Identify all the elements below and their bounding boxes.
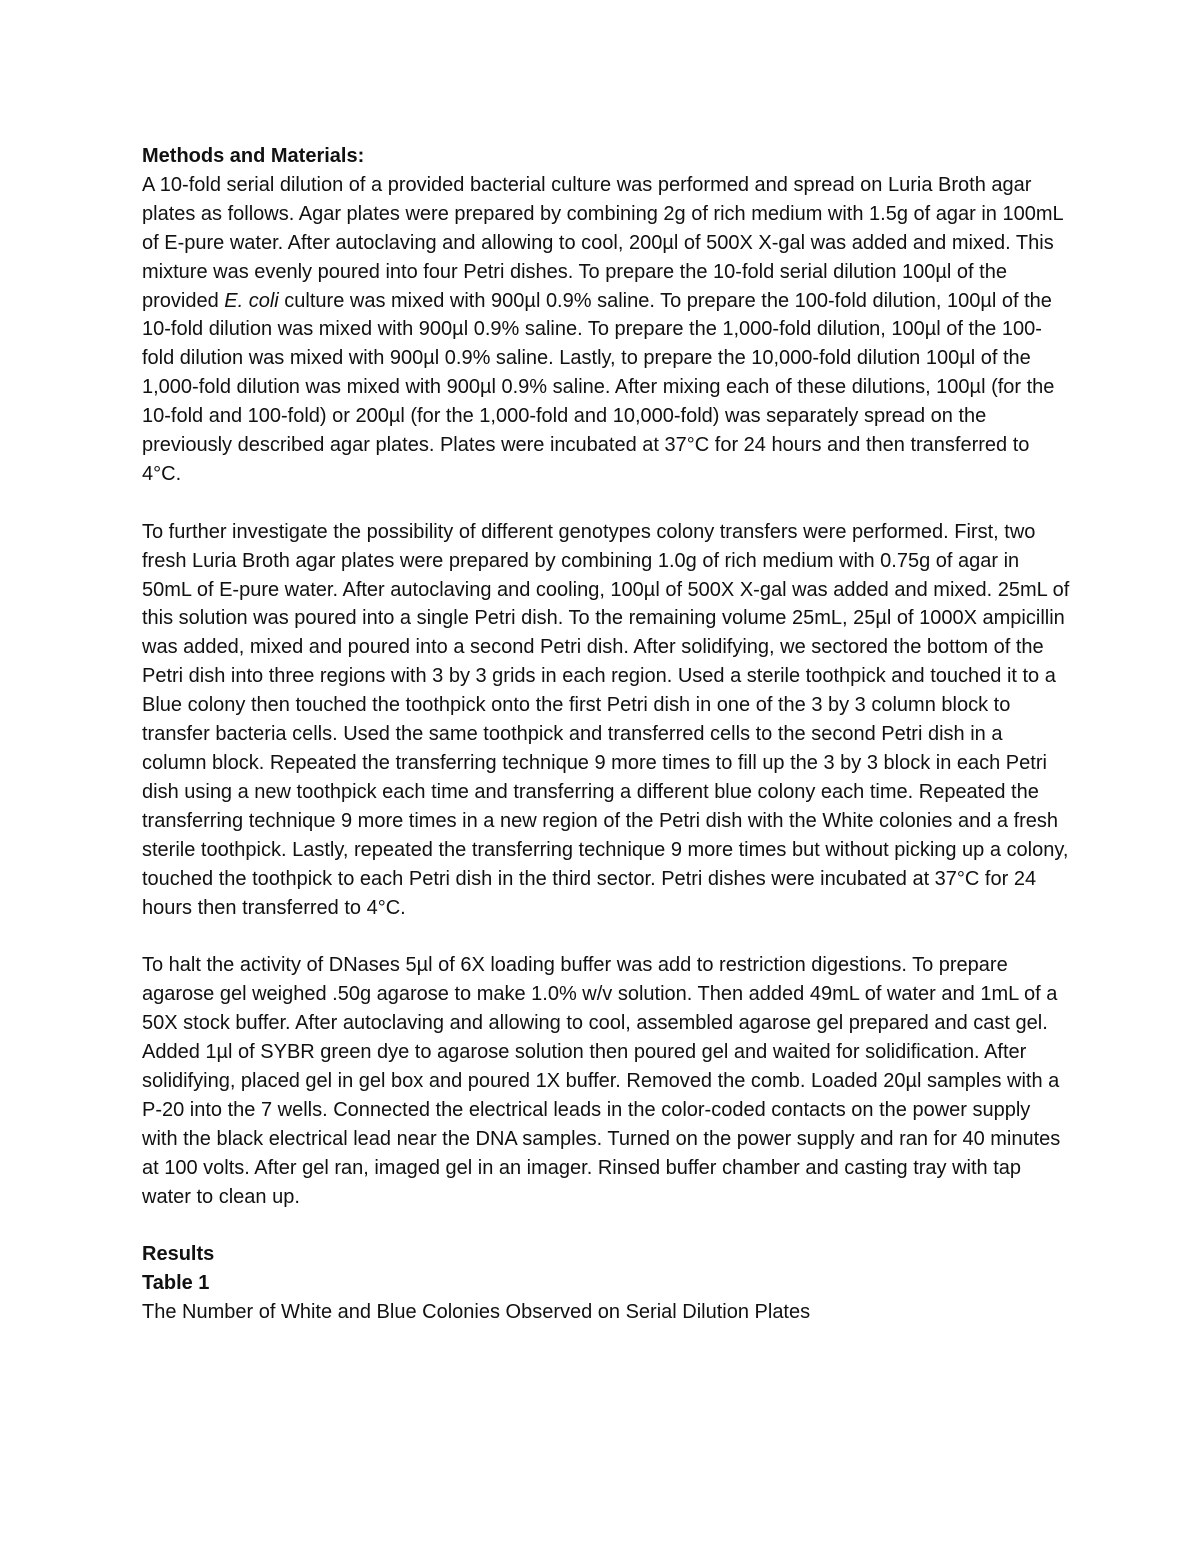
methods-paragraph-1-part-1: A 10-fold serial dilution of a provided bacterial culture was performed and spread on Luria Broth agar plates as follows. Agar plates were prepared by combining 2g of rich medium with 1.5g of agar in 100mL of E-pure water. After autoclaving and allowing to cool, 200µl of 500X X-gal was added and mixed. This mixture was evenly poured into four Petri dishes. To prepare the 10-fold serial dilution 100µl of the provided: [142, 173, 1063, 312]
document-page: [142, 142, 1070, 1327]
methods-paragraph-1: [142, 174, 1063, 485]
organism-name: E. coli: [224, 289, 279, 312]
methods-heading: Methods and Materials:: [142, 145, 365, 167]
table-caption: The Number of White and Blue Colonies Observed on Serial Dilution Plates: [142, 1301, 811, 1324]
methods-paragraph-1-part-2: culture was mixed with 900µl 0.9% saline. To prepare the 100-fold dilution, 100µl of the 10-fold dilution was mixed with 900µl 0.9% saline. To prepare the 1,000-fold dilution, 100µl of the 100-fold dilution was mixed with 900µl 0.9% saline. Lastly, to prepare the 10,000-fold dilution 100µl of the 1,000-fold dilution was mixed with 900µl 0.9% saline. After mixing each of these dilutions, 100µl (for the 10-fold and 100-fold) or 200µl (for the 1,000-fold and 10,000-fold) was separately spread on the previously described agar plates. Plates were incubated at 37°C for 24 hours and then transferred to 4°C.: [142, 289, 1055, 485]
methods-paragraph-2: To further investigate the possibility of different genotypes colony transfers were performed. First, two fresh Luria Broth agar plates were prepared by combining 1.0g of rich medium with 0.75g of agar in 50mL of E-pure water. After autoclaving and cooling, 100µl of 500X X-gal was added and mixed. 25mL of this solution was poured into a single Petri dish. To the remaining volume 25mL, 25µl of 1000X ampicillin was added, mixed and poured into a second Petri dish. After solidifying, we sectored the bottom of the Petri dish into three regions with 3 by 3 grids in each region. Used a sterile toothpick and touched it to a Blue colony then touched the toothpick onto the first Petri dish in one of the 3 by 3 column block to transfer bacteria cells. Used the same toothpick and transferred cells to the second Petri dish in a column block. Repeated the transferring technique 9 more times to fill up the 3 by 3 block in each Petri dish using a new toothpick each time and transferring a different blue colony each time. Repeated the transferring technique 9 more times in a new region of the Petri dish with the White colonies and a fresh sterile toothpick. Lastly, repeated the transferring technique 9 more times but without picking up a colony, touched the toothpick to each Petri dish in the third sector. Petri dishes were incubated at 37°C for 24 hours then transferred to 4°C.: [142, 520, 1070, 919]
results-section: [142, 1240, 1070, 1327]
methods-paragraph-3: To halt the activity of DNases 5µl of 6X loading buffer was add to restriction digestions. To prepare agarose gel weighed .50g agarose to make 1.0% w/v solution. Then added 49mL of water and 1mL of a 50X stock buffer. After autoclaving and allowing to cool, assembled agarose gel prepared and cast gel. Added 1µl of SYBR green dye to agarose solution then poured gel and waited for solidification. After solidifying, placed gel in gel box and poured 1X buffer. Removed the comb. Loaded 20µl samples with a P-20 into the 7 wells. Connected the electrical leads in the color-coded contacts on the power supply with the black electrical lead near the DNA samples. Turned on the power supply and ran for 40 minutes at 100 volts. After gel ran, imaged gel in an imager. Rinsed buffer chamber and casting tray with tap water to clean up.: [142, 954, 1061, 1208]
methods-section: [142, 142, 1070, 489]
results-heading: Results: [142, 1243, 215, 1266]
table-label: Table 1: [142, 1272, 210, 1295]
